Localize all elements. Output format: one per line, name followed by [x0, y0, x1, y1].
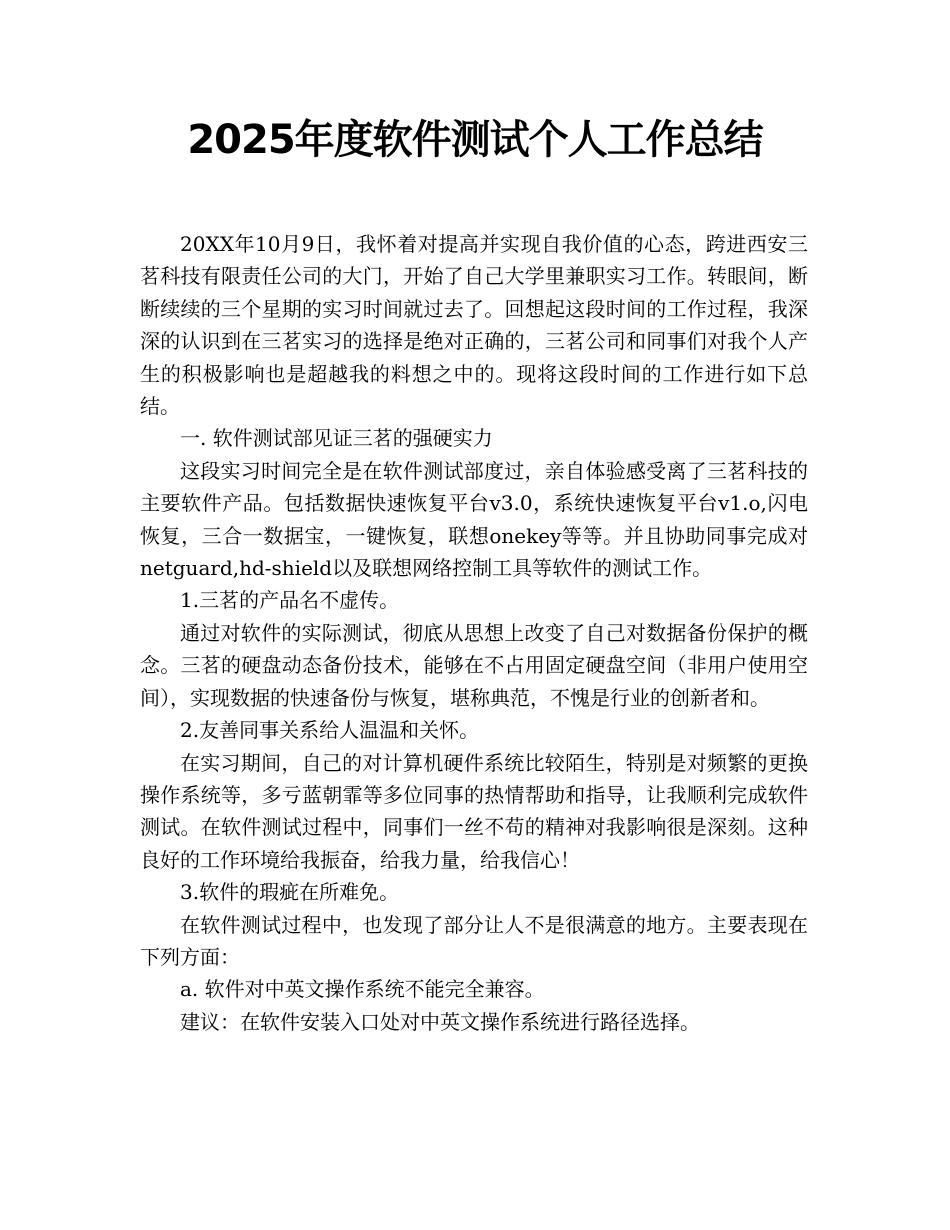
paragraph-product: 通过对软件的实际测试，彻底从思想上改变了自己对数据备份保护的概念。三茗的硬盘动态备份技术，能够在不占用固定硬盘空间（非用户使用空间），实现数据的快速备份与恢复，堪称典范，不愧是行业的创新者和。 — [140, 620, 808, 710]
document-body — [140, 228, 808, 1038]
paragraph-testing-department: 这段实习时间完全是在软件测试部度过，亲自体验感受离了三茗科技的主要软件产品。包括数据快速恢复平台v3.0，系统快速恢复平台v1.o,闪电恢复，三合一数据宝，一键恢复，联想onekey等等。并且协助同事完成对netguard,hd-shield以及联想网络控制工具等软件的测试工作。 — [140, 458, 808, 581]
paragraph-colleagues: 在实习期间，自己的对计算机硬件系统比较陌生，特别是对频繁的更换操作系统等，多亏蓝朝霏等多位同事的热情帮助和指导，让我顺利完成软件测试。在软件测试过程中，同事们一丝不苟的精神对我影响很是深刻。这种良好的工作环境给我振奋，给我力量，给我信心！ — [140, 750, 808, 872]
subheading-1: 1.三茗的产品名不虚传。 — [180, 588, 400, 613]
suggestion-line: 建议：在软件安装入口处对中英文操作系统进行路径选择。 — [180, 1009, 700, 1034]
document-title: 2025年度软件测试个人工作总结 — [187, 117, 763, 163]
paragraph-flaws: 在软件测试过程中，也发现了部分让人不是很满意的地方。主要表现在下列方面： — [140, 912, 808, 969]
paragraph-intro: 20XX年10月9日，我怀着对提高并实现自我价值的心态，跨进西安三茗科技有限责任公司的大门，开始了自己大学里兼职实习工作。转眼间，断断续续的三个星期的实习时间就过去了。回想起这段时间的工作过程，我深深的认识到在三茗实习的选择是绝对正确的，三茗公司和同事们对我个人产生的积极影响也是超越我的料想之中的。现将这段时间的工作进行如下总结。 — [140, 232, 808, 419]
list-item-a: a. 软件对中英文操作系统不能完全兼容。 — [180, 977, 545, 1002]
section-heading-1: 一. 软件测试部见证三茗的强硬实力 — [180, 426, 493, 451]
subheading-2: 2.友善同事关系给人温温和关怀。 — [180, 718, 480, 743]
subheading-3: 3.软件的瑕疵在所难免。 — [180, 880, 400, 905]
